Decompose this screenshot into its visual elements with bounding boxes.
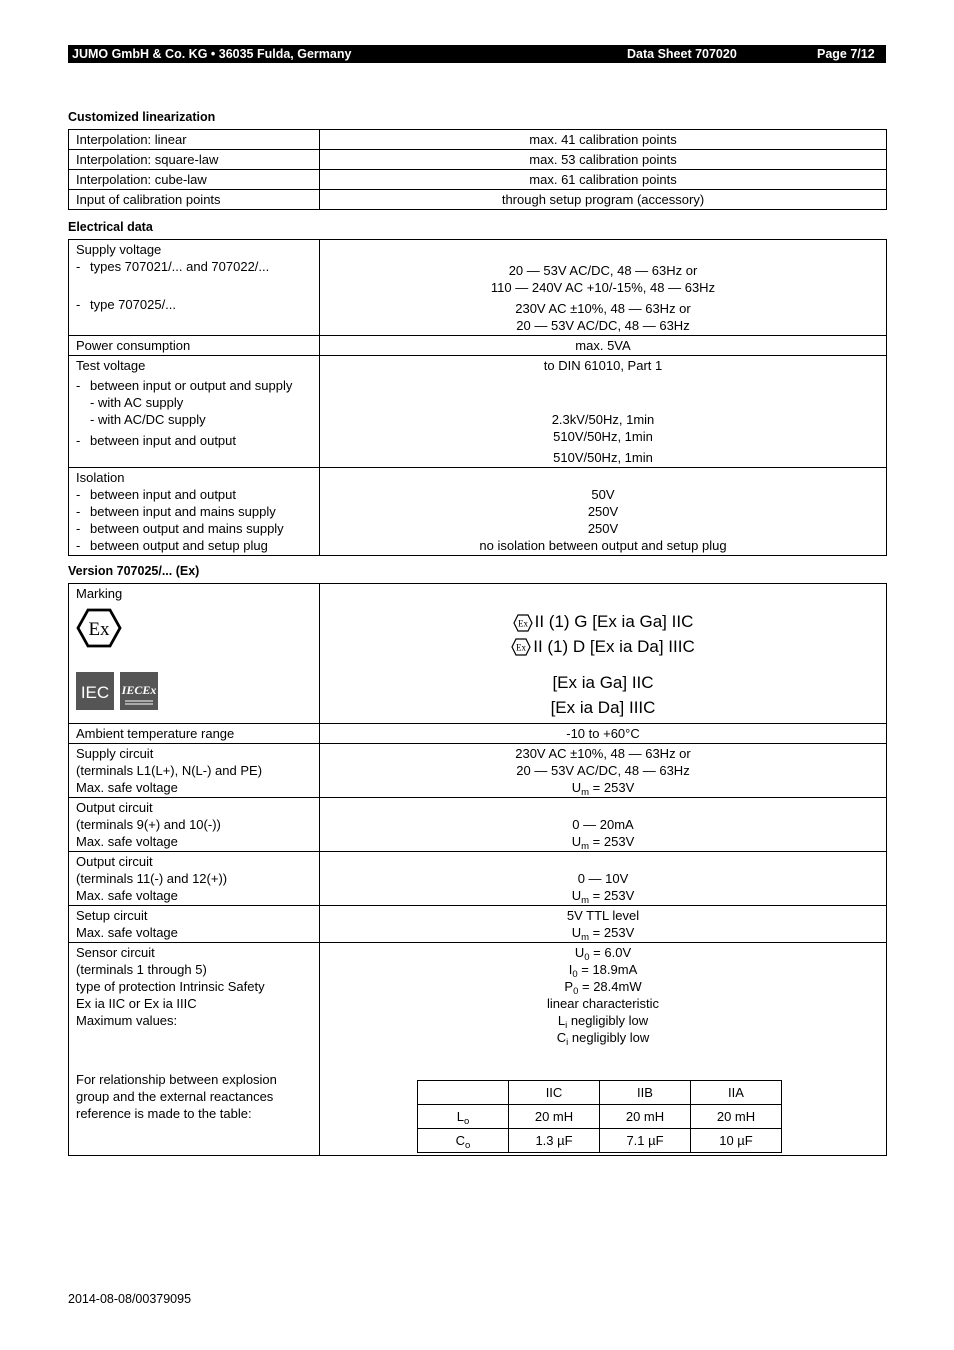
- table-row-sensor: [69, 943, 887, 1156]
- svg-text:Ex: Ex: [88, 619, 110, 640]
- table-row: [418, 1105, 782, 1129]
- setup-um: $U_m = 253V$: [571, 925, 635, 943]
- sensor-p0: $P_0 = 28.4mW$: [564, 979, 642, 997]
- ambient-label: Ambient temperature range: [69, 724, 320, 744]
- supply-type2-value2: 20 — 53V AC/DC, 48 — 63Hz: [516, 318, 690, 333]
- row-label: Interpolation: cube-law: [69, 170, 320, 190]
- table-row-marking: [69, 584, 887, 724]
- supply-circuit-value1: 230V AC ±10%, 48 — 63Hz or: [515, 746, 691, 761]
- setup-max-label: Max. safe voltage: [76, 925, 178, 940]
- table-row: [69, 190, 887, 210]
- isolation-item: between output and mains supply: [90, 521, 284, 536]
- supply-circuit-value2: 20 — 53V AC/DC, 48 — 63Hz: [516, 763, 690, 778]
- page-header: [68, 45, 886, 63]
- isolation-value: 50V: [591, 487, 615, 502]
- sensor-max-values-label: Maximum values:: [76, 1013, 178, 1028]
- reactance-cell: 20 mH: [600, 1105, 691, 1129]
- row-value: max. 53 calibration points: [320, 150, 887, 170]
- supply-circuit-um: $U_m = 253V$: [571, 780, 635, 798]
- output2-label: Output circuit: [76, 854, 153, 869]
- test-io-value: 510V/50Hz, 1min: [553, 450, 653, 465]
- power-value: max. 5VA: [320, 336, 887, 356]
- reactance-header: IIC: [509, 1081, 600, 1105]
- svg-text:Ex: Ex: [517, 618, 528, 629]
- supply-type1: types 707021/... and 707022/...: [90, 259, 270, 274]
- sensor-u0: $U_0 = 6.0V$: [574, 945, 632, 963]
- isolation-item: between input and output: [90, 487, 237, 502]
- table-row-test: Test voltage - between input or output and supply - with AC supply - with AC/DC supply - between input and output to DIN 61010, Part 1 2.3kV/50Hz, 1min 510V/50Hz, 1min 510V/50Hz, 1min: [69, 356, 887, 468]
- reactance-symbol: $C_o$: [418, 1129, 509, 1153]
- supply-label: Supply voltage: [76, 242, 162, 257]
- reactance-header: IIA: [691, 1081, 782, 1105]
- section-title-linearization: Customized linearization: [68, 110, 216, 124]
- marking-3: [Ex ia Ga] IIC: [552, 673, 654, 692]
- iec-logo: [76, 672, 114, 714]
- test-value: to DIN 61010, Part 1: [543, 358, 663, 373]
- output2-value: 0 — 10V: [577, 871, 629, 886]
- sensor-ci: $C_i$ negligibly low: [556, 1030, 650, 1048]
- test-acdc-label: - with AC/DC supply: [90, 412, 206, 427]
- supply-type2: type 707025/...: [90, 297, 177, 312]
- test-acdc-value: 510V/50Hz, 1min: [553, 429, 653, 444]
- svg-text:IECEx: IECEx: [121, 683, 157, 697]
- output1-value: 0 — 20mA: [572, 817, 634, 832]
- sensor-linear: linear characteristic: [547, 996, 659, 1011]
- table-row-ambient: [69, 724, 887, 744]
- svg-text:Ex: Ex: [516, 642, 527, 653]
- marking-label: Marking: [76, 586, 123, 601]
- reactance-symbol: $L_o$: [418, 1105, 509, 1129]
- setup-value: 5V TTL level: [566, 908, 640, 923]
- supply-type1-value2: 110 — 240V AC +10/-15%, 48 — 63Hz: [490, 280, 716, 295]
- ex-marking-icon: [513, 614, 533, 632]
- sensor-li: $L_i$ negligibly low: [557, 1013, 649, 1031]
- table-row-output2: [69, 852, 887, 906]
- table-row: [418, 1081, 782, 1105]
- output1-label: Output circuit: [76, 800, 153, 815]
- row-value: max. 61 calibration points: [320, 170, 887, 190]
- isolation-item: between output and setup plug: [90, 538, 268, 553]
- row-label: Interpolation: linear: [69, 130, 320, 150]
- marking-2: II (1) D [Ex ia Da] IIIC: [533, 636, 695, 656]
- sensor-i0: $I_0 = 18.9mA$: [568, 962, 638, 980]
- output1-terminals: (terminals 9(+) and 10(-)): [76, 817, 221, 832]
- test-ac-label: - with AC supply: [90, 395, 184, 410]
- reactance-cell: 20 mH: [691, 1105, 782, 1129]
- header-company: JUMO GmbH & Co. KG • 36035 Fulda, Germany: [72, 47, 352, 61]
- test-label: Test voltage: [76, 358, 146, 373]
- isolation-value: 250V: [587, 521, 619, 536]
- ex-hexagon-logo: [76, 608, 312, 652]
- footer-doc-id: 2014-08-08/00379095: [68, 1292, 192, 1306]
- table-row-power: [69, 336, 887, 356]
- output2-max-label: Max. safe voltage: [76, 888, 178, 903]
- ex-marking-icon: [511, 638, 531, 656]
- table-row-supply: Supply voltage - types 707021/... and 707022/... - type 707025/... 20 — 53V AC/DC, 48 — 63Hz or 110 — 240V AC +10/-15%, 48 — 63Hz 230V AC ±10%, 48 — 63Hz or 20 — 53V AC/DC, 48 — 63Hz: [69, 240, 887, 336]
- isolation-item: between input and mains supply: [90, 504, 276, 519]
- test-io-supply: between input or output and supply: [90, 378, 293, 393]
- supply-circuit-label: Supply circuit: [76, 746, 154, 761]
- sensor-label: Sensor circuit: [76, 945, 155, 960]
- sensor-terminals: (terminals 1 through 5): [76, 962, 207, 977]
- row-label: Interpolation: square-law: [69, 150, 320, 170]
- test-io: between input and output: [90, 433, 237, 448]
- marking-1: II (1) G [Ex ia Ga] IIC: [534, 612, 694, 631]
- reactance-cell: 7.1 µF: [600, 1129, 691, 1153]
- reactance-cell: 10 µF: [691, 1129, 782, 1153]
- row-label: Input of calibration points: [69, 190, 320, 210]
- section-title-electrical: Electrical data: [68, 220, 153, 234]
- output1-max-label: Max. safe voltage: [76, 834, 178, 849]
- output2-um: $U_m = 253V$: [571, 888, 635, 906]
- reactance-table: [417, 1080, 782, 1153]
- isolation-label: Isolation: [76, 470, 125, 485]
- table-row: [69, 150, 887, 170]
- electrical-table: [68, 239, 887, 556]
- reactance-cell: 20 mH: [509, 1105, 600, 1129]
- svg-text:IEC: IEC: [80, 683, 110, 702]
- supply-circuit-terminals: (terminals L1(L+), N(L-) and PE): [76, 763, 263, 778]
- setup-label: Setup circuit: [76, 908, 148, 923]
- row-value: through setup program (accessory): [320, 190, 887, 210]
- table-row: [69, 170, 887, 190]
- table-row-output1: [69, 798, 887, 852]
- test-ac-value: 2.3kV/50Hz, 1min: [551, 412, 655, 427]
- linearization-table: [68, 129, 887, 210]
- sensor-ex-type: Ex ia IIC or Ex ia IIIC: [76, 996, 197, 1011]
- isolation-value: no isolation between output and setup plug: [479, 538, 727, 553]
- marking-4: [Ex ia Da] IIIC: [550, 697, 656, 717]
- header-page: Page 7/12: [817, 47, 875, 61]
- table-row-isolation: Isolation - between input and output - between input and mains supply - between output and mains supply - between output and setup plug 50V 250V 250V no isolation between output and setup plug: [69, 468, 887, 556]
- table-row: [418, 1129, 782, 1153]
- table-row-supply-circuit: [69, 744, 887, 798]
- supply-circuit-max-label: Max. safe voltage: [76, 780, 178, 795]
- row-value: max. 41 calibration points: [320, 130, 887, 150]
- sensor-note: For relationship between explosion group and the external reactances reference is made to the table:: [76, 1072, 277, 1121]
- table-row: [69, 130, 887, 150]
- supply-type1-value1: 20 — 53V AC/DC, 48 — 63Hz or: [508, 263, 698, 278]
- ambient-value: -10 to +60°C: [320, 724, 887, 744]
- ex-table: [68, 583, 887, 1156]
- header-sheet: Data Sheet 707020: [627, 47, 737, 61]
- reactance-cell: 1.3 µF: [509, 1129, 600, 1153]
- section-title-ex: Version 707025/... (Ex): [68, 564, 200, 578]
- isolation-value: 250V: [587, 504, 619, 519]
- reactance-header: IIB: [600, 1081, 691, 1105]
- sensor-protection: type of protection Intrinsic Safety: [76, 979, 265, 994]
- iecex-logo: [120, 672, 158, 714]
- output2-terminals: (terminals 11(-) and 12(+)): [76, 871, 228, 886]
- power-label: Power consumption: [69, 336, 320, 356]
- output1-um: $U_m = 253V$: [571, 834, 635, 852]
- supply-type2-value1: 230V AC ±10%, 48 — 63Hz or: [515, 301, 691, 316]
- table-row-setup: [69, 906, 887, 943]
